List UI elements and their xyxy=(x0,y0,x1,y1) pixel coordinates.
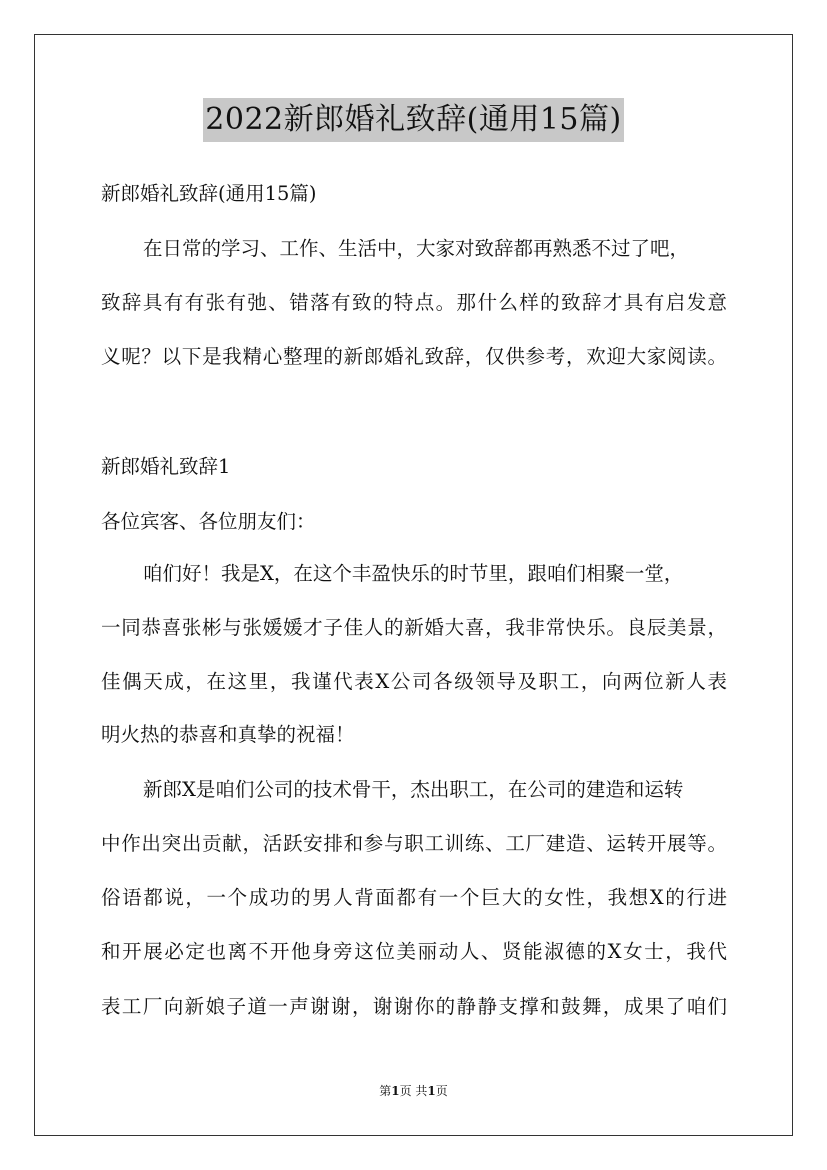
footer-mid: 页 共 xyxy=(399,1084,428,1098)
footer-prefix: 第 xyxy=(379,1084,392,1098)
section-heading: 新郎婚礼致辞1 xyxy=(101,455,231,478)
paragraph-line: 中作出突出贡献，活跃安排和参与职工训练、工厂建造、运转开展等。 xyxy=(101,832,727,855)
paragraph-line: 新郎X是咱们公司的技术骨干，杰出职工，在公司的建造和运转 xyxy=(143,778,684,801)
salutation: 各位宾客、各位朋友们： xyxy=(101,510,316,533)
footer-suffix: 页 xyxy=(435,1084,448,1098)
paragraph-line: 佳偶天成，在这里，我谨代表X公司各级领导及职工，向两位新人表 xyxy=(101,670,727,693)
paragraph-line: 明火热的恭喜和真挚的祝福！ xyxy=(101,723,355,746)
document-title: 2022新郎婚礼致辞(通用15篇) xyxy=(203,98,623,142)
paragraph-line: 俗语都说，一个成功的男人背面都有一个巨大的女性，我想X的行进 xyxy=(101,886,727,909)
paragraph-line: 表工厂向新娘子道一声谢谢，谢谢你的静静支撑和鼓舞，成果了咱们 xyxy=(101,995,727,1018)
intro-line: 在日常的学习、工作、生活中，大家对致辞都再熟悉不过了吧， xyxy=(143,237,690,260)
footer-total-pages: 1 xyxy=(427,1084,436,1098)
intro-line: 义呢？以下是我精心整理的新郎婚礼致辞，仅供参考，欢迎大家阅读。 xyxy=(101,345,727,368)
page-footer xyxy=(0,1083,827,1099)
title-container xyxy=(0,98,827,142)
paragraph-line: 和开展必定也离不开他身旁这位美丽动人、贤能淑德的X女士，我代 xyxy=(101,940,727,963)
paragraph-line: 一同恭喜张彬与张媛媛才子佳人的新婚大喜，我非常快乐。良辰美景， xyxy=(101,616,727,639)
paragraph-line: 咱们好！我是X，在这个丰盈快乐的时节里，跟咱们相聚一堂， xyxy=(143,562,684,585)
document-subtitle: 新郎婚礼致辞(通用15篇) xyxy=(101,182,317,205)
footer-page-number: 1 xyxy=(391,1084,400,1098)
intro-line: 致辞具有有张有弛、错落有致的特点。那什么样的致辞才具有启发意 xyxy=(101,291,727,314)
